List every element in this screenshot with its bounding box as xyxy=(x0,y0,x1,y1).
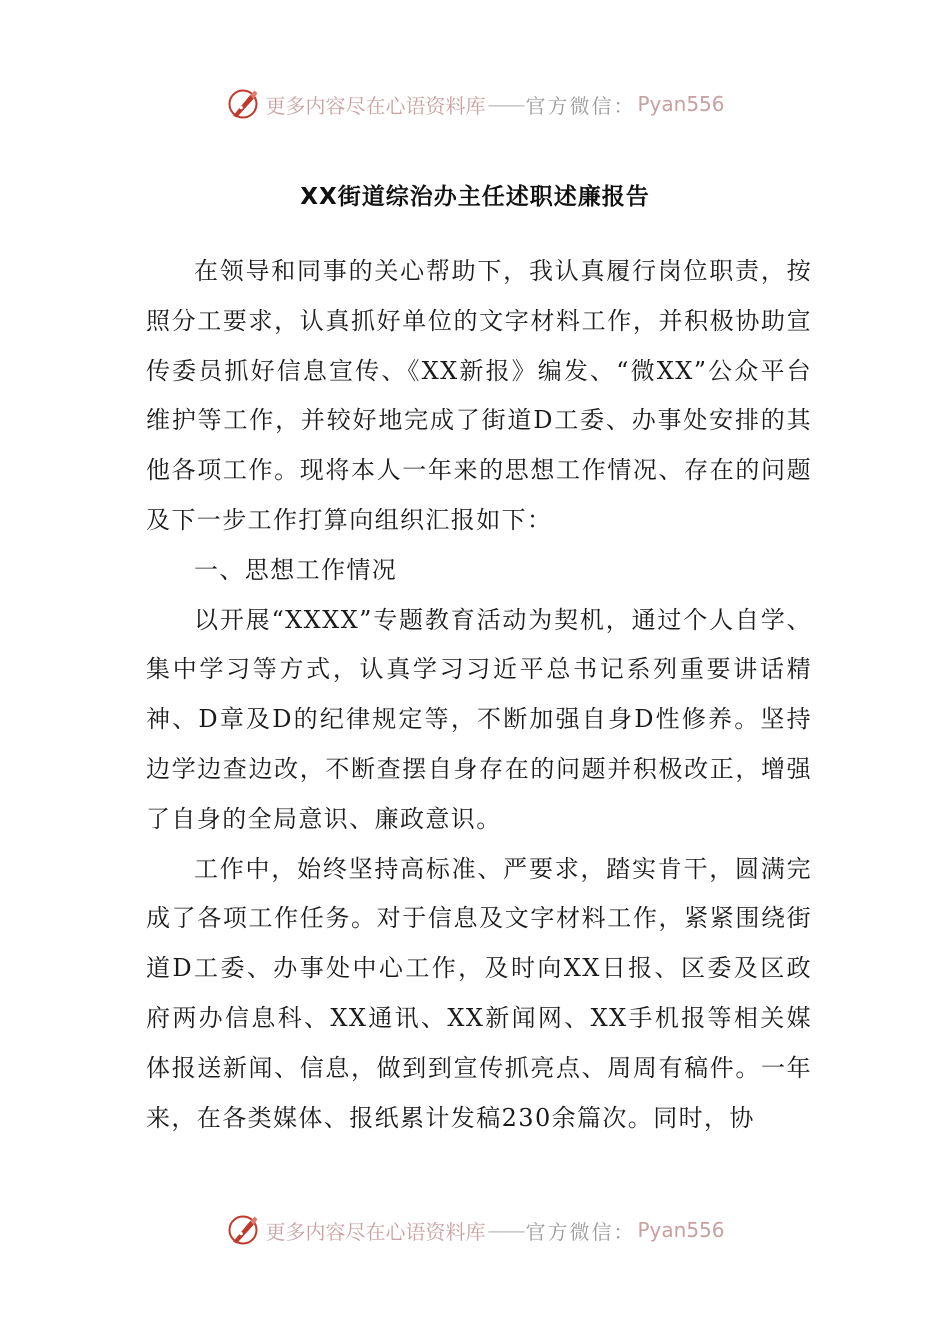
watermark-label: 官方微信： xyxy=(525,93,636,118)
watermark-banner-bottom xyxy=(0,1210,950,1250)
paragraph-work: 工作中，始终坚持高标准、严要求，踏实肯干，圆满完成了各项工作任务。对于信息及文字材料工作，紧紧围绕街道D工委、办事处中心工作，及时向XX日报、区委及区政府两办信息科、XX通讯、XX新闻网、XX手机报等相关媒体报送新闻、信息，做到到宣传抓亮点、周周有稿件。一年来，在各类媒体、报纸累计发稿230余篇次。同时，协 xyxy=(146,854,812,1132)
pen-nib-logo-icon xyxy=(225,86,261,122)
document-title: XX街道综治办主任述职述廉报告 xyxy=(300,184,650,210)
watermark-label: 官方微信： xyxy=(525,1219,636,1244)
paragraph-intro: 在领导和同事的关心帮助下，我认真履行岗位职责，按照分工要求，认真抓好单位的文字材料工作，并积极协助宣传委员抓好信息宣传、《XX新报》编发、“微XX”公众平台维护等工作，并较好地完成了街道D工委、办事处安排的其他各项工作。现将本人一年来的思想工作情况、存在的问题及下一步工作打算向组织汇报如下： xyxy=(146,257,812,534)
paragraph-study: 以开展“XXXX”专题教育活动为契机，通过个人自学、集中学习等方式，认真学习习近平总书记系列重要讲话精神、D章及D的纪律规定等，不断加强自身D性修养。坚持边学边查边改，不断查摆自身存在的问题并积极改正，增强了自身的全局意识、廉政意识。 xyxy=(146,605,812,833)
watermark-banner-top xyxy=(0,84,950,124)
watermark-wechat-id: Pyan556 xyxy=(637,1218,725,1242)
watermark-text: 更多内容尽在心语资料库 xyxy=(265,1219,486,1244)
section-heading: 一、思想工作情况 xyxy=(194,555,398,584)
watermark-text: 更多内容尽在心语资料库 xyxy=(265,93,486,118)
watermark-wechat-id: Pyan556 xyxy=(637,92,725,116)
document-body xyxy=(146,247,812,1143)
pen-nib-logo-icon xyxy=(225,1212,261,1248)
watermark-separator: —— xyxy=(487,1218,524,1242)
watermark-separator: —— xyxy=(487,92,524,116)
